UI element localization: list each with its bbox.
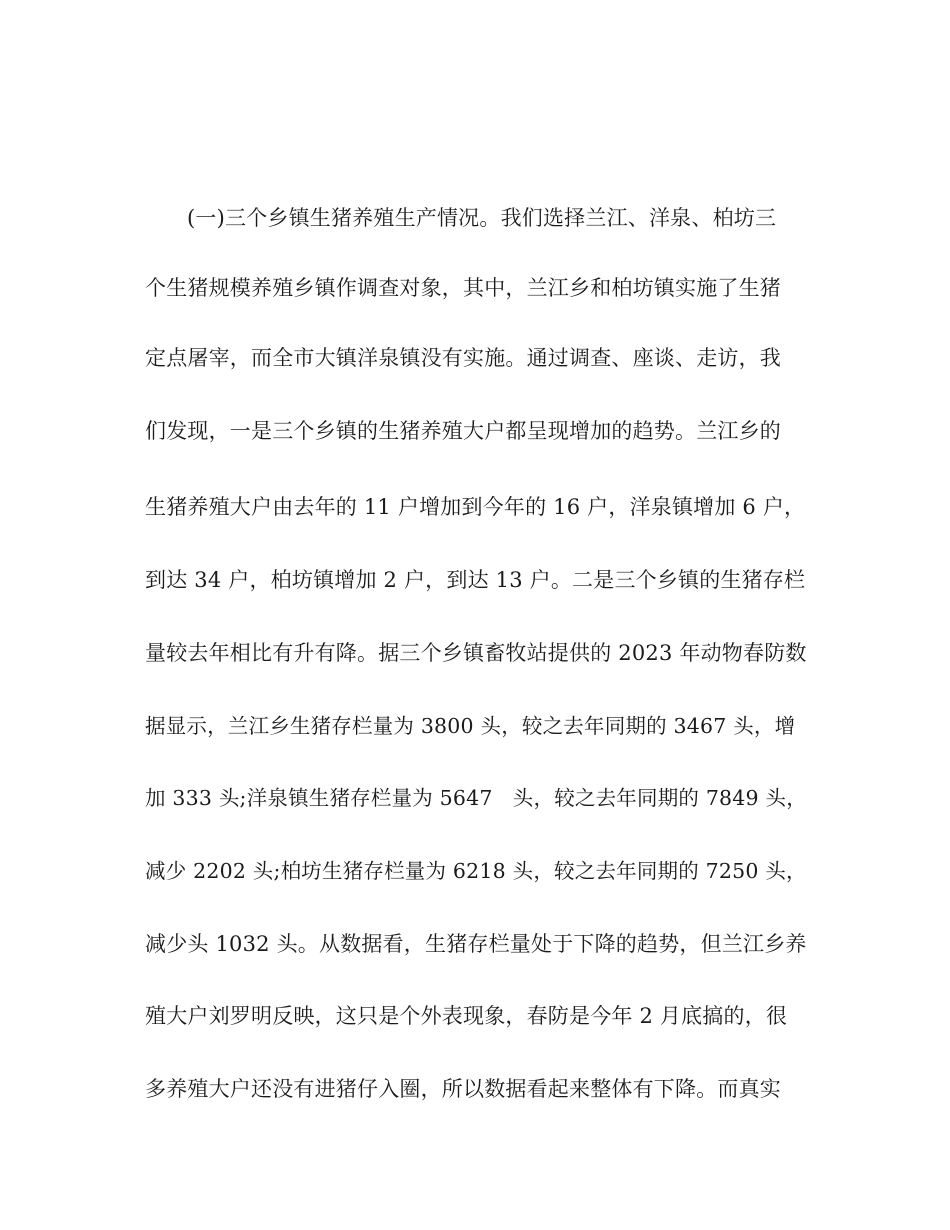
paragraph-line-11: 减少头 1032 头。从数据看，生猪存栏量处于下降的趋势，但兰江乡养: [145, 932, 807, 956]
paragraph-line-3: 定点屠宰，而全市大镇洋泉镇没有实施。通过调查、座谈、走访，我: [145, 346, 781, 370]
paragraph-line-5: 生猪养殖大户由去年的 11 户增加到今年的 16 户，洋泉镇增加 6 户，: [145, 495, 806, 519]
paragraph-line-13: 多养殖大户还没有进猪仔入圈，所以数据看起来整体有下降。而真实: [145, 1077, 781, 1101]
paragraph-line-2: 个生猪规模养殖乡镇作调查对象，其中，兰江乡和柏坊镇实施了生猪: [145, 276, 781, 300]
paragraph-line-4: 们发现，一是三个乡镇的生猪养殖大户都呈现增加的趋势。兰江乡的: [145, 419, 781, 443]
paragraph-line-10: 减少 2202 头;柏坊生猪存栏量为 6218 头，较之去年同期的 7250 头，: [145, 859, 807, 883]
paragraph-line-12: 殖大户刘罗明反映，这只是个外表现象，春防是今年 2 月底搞的，很: [145, 1004, 788, 1028]
paragraph-line-1: (一)三个乡镇生猪养殖生产情况。我们选择兰江、洋泉、柏坊三: [187, 206, 777, 230]
paragraph-line-8: 据显示，兰江乡生猪存栏量为 3800 头，较之去年同期的 3467 头，增: [145, 714, 796, 738]
paragraph-line-7: 量较去年相比有升有降。据三个乡镇畜牧站提供的 2023 年动物春防数: [145, 641, 807, 665]
paragraph-line-9: 加 333 头;洋泉镇生猪存栏量为 5647 头，较之去年同期的 7849 头，: [145, 786, 807, 810]
paragraph-line-6: 到达 34 户，柏坊镇增加 2 户，到达 13 户。二是三个乡镇的生猪存栏: [145, 568, 806, 592]
